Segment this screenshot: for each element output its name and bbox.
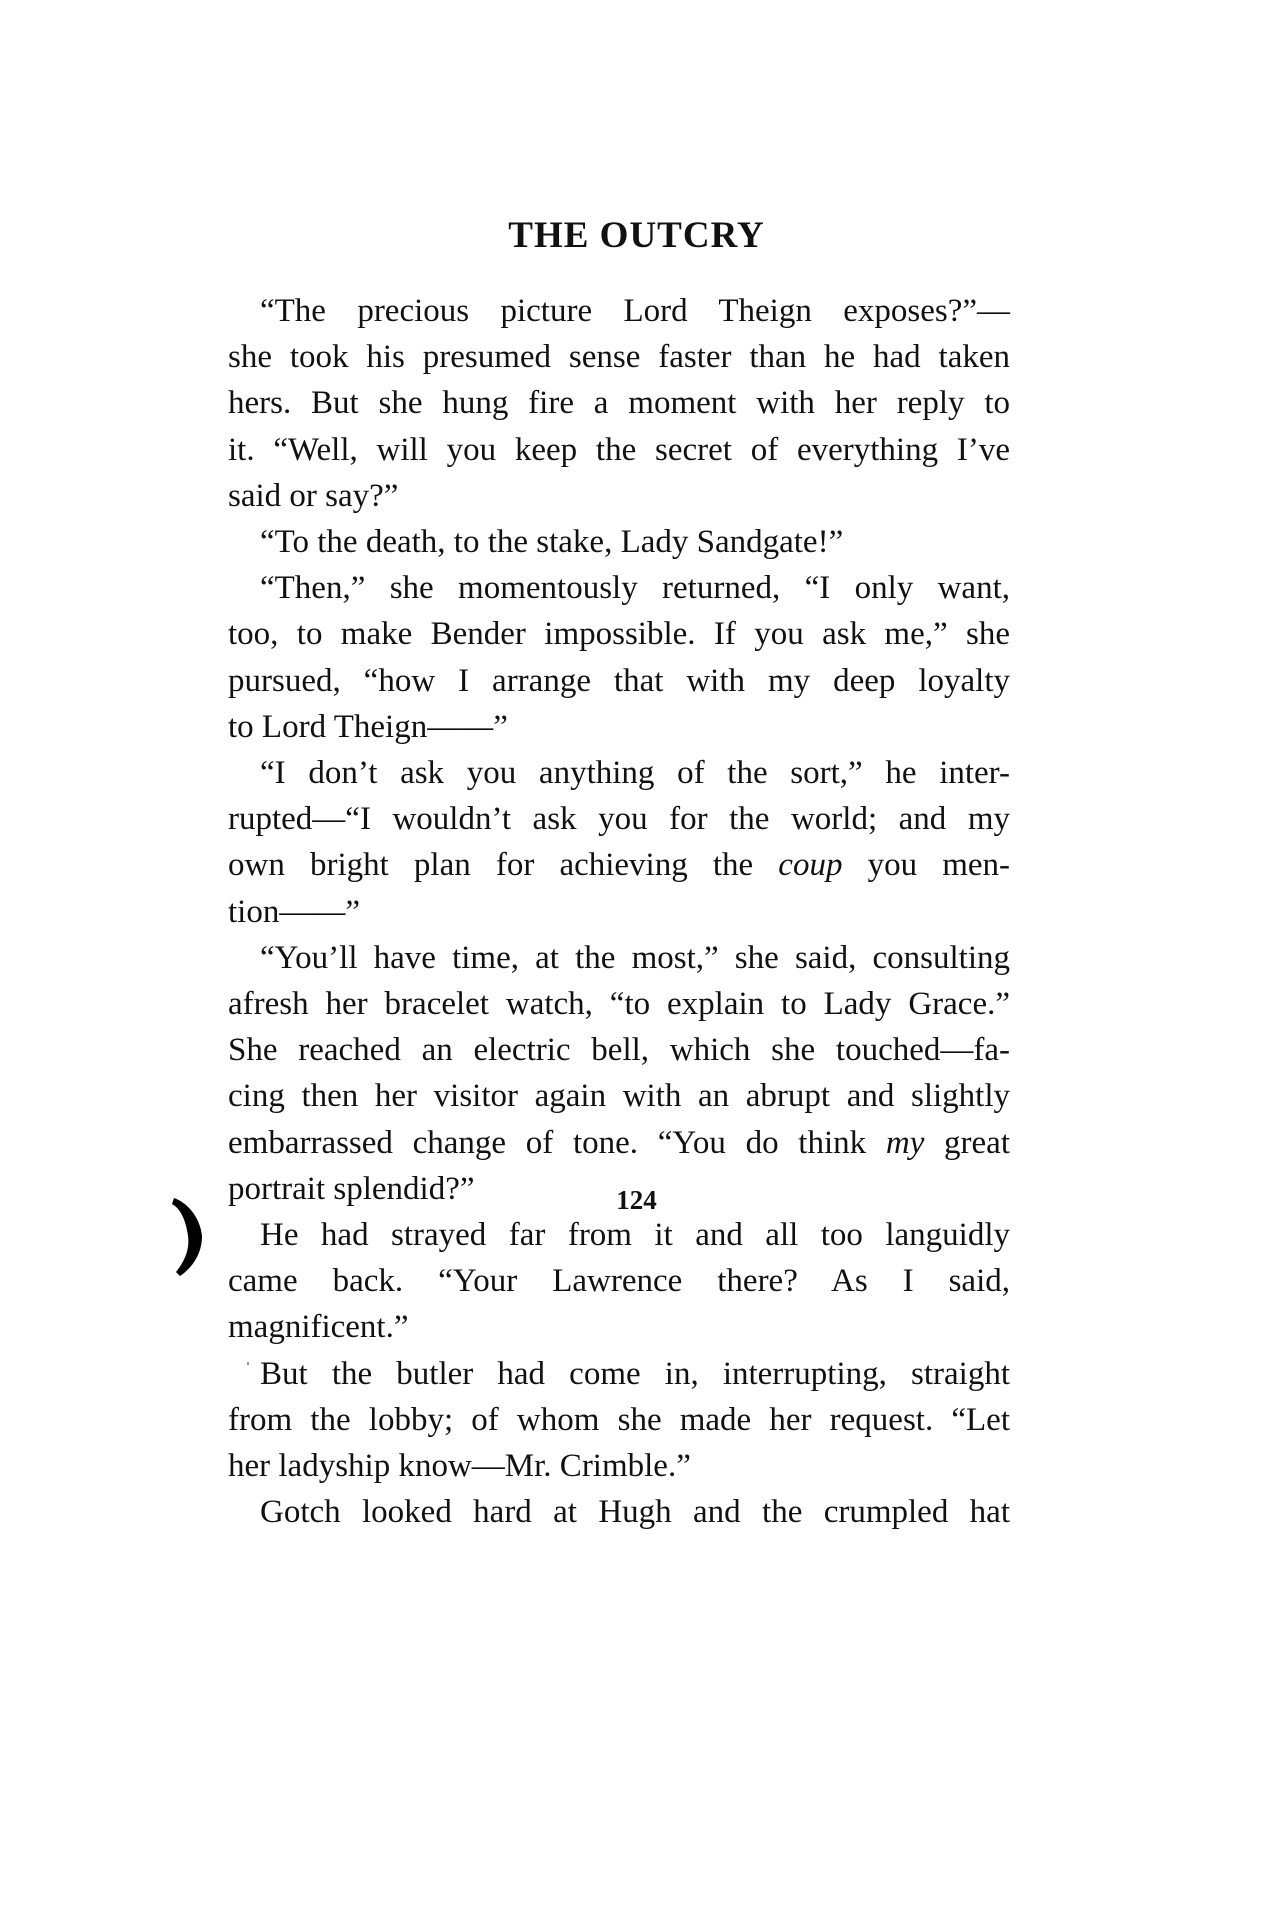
running-head: THE OUTCRY: [508, 215, 765, 256]
scan-artifact-mark: [172, 1194, 206, 1278]
italic-word: my: [885, 1124, 925, 1161]
text-line: too, to make Bender impossible. If you ask me,” she: [228, 616, 1010, 653]
italic-word: coup: [778, 847, 843, 884]
text-line: “The precious picture Lord Theign exposes?”—: [260, 293, 1010, 329]
text-line: magnificent.”: [228, 1309, 409, 1346]
text-line: Gotch looked hard at Hugh and the crumpled hat: [260, 1494, 1010, 1531]
text-line: said or say?”: [228, 477, 399, 514]
page-number: 124: [616, 1185, 657, 1215]
body-text: [228, 288, 1010, 1535]
text-line: tion——”: [228, 893, 360, 930]
text-line: He had strayed far from it and all too languidly: [260, 1217, 1010, 1254]
text-line: rupted—“I wouldn’t ask you for the world; and my: [228, 801, 1010, 838]
text-line: embarrassed change of tone. “You do think my great: [228, 1124, 1010, 1161]
scan-speck: [247, 1362, 249, 1365]
text-line: came back. “Your Lawrence there? As I said,: [228, 1263, 1010, 1300]
text-line: portrait splendid?”: [228, 1170, 475, 1207]
text-line: hers. But she hung fire a moment with her reply to: [228, 385, 1010, 422]
text-line: She reached an electric bell, which she touched—fa-: [228, 1032, 1010, 1069]
text-line: to Lord Theign——”: [228, 708, 508, 745]
text-line: “To the death, to the stake, Lady Sandgate!”: [260, 524, 844, 561]
text-line: “I don’t ask you anything of the sort,” he inter-: [260, 755, 1010, 792]
text-line: it. “Well, will you keep the secret of everything I’ve: [228, 431, 1010, 468]
text-line: afresh her bracelet watch, “to explain to Lady Grace.”: [228, 986, 1010, 1023]
text-line: But the butler had come in, interrupting, straight: [260, 1355, 1010, 1392]
text-line: “Then,” she momentously returned, “I only want,: [260, 570, 1010, 607]
text-line: own bright plan for achieving the coup you men-: [228, 847, 1011, 884]
text-line: pursued, “how I arrange that with my deep loyalty: [228, 662, 1010, 699]
text-line: her ladyship know—Mr. Crimble.”: [228, 1448, 691, 1485]
text-line: “You’ll have time, at the most,” she said, consulting: [260, 939, 1010, 976]
text-line: she took his presumed sense faster than he had taken: [228, 339, 1010, 376]
text-line: cing then her visitor again with an abrupt and slightly: [228, 1078, 1010, 1115]
text-line: from the lobby; of whom she made her request. “Let: [228, 1401, 1010, 1438]
